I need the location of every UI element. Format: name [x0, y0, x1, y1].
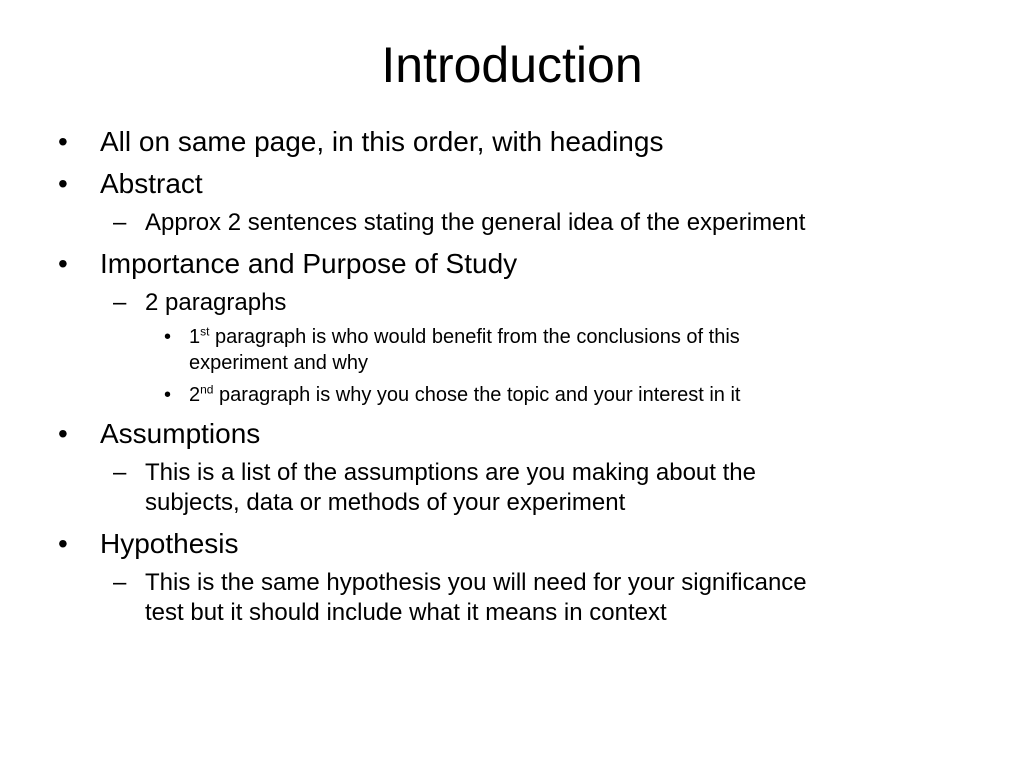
bullet-icon: •	[58, 126, 68, 157]
bullet-text: Assumptions	[100, 418, 261, 449]
bullet-text: Abstract	[100, 168, 203, 199]
ordinal-number: 2	[189, 384, 201, 406]
bullet-icon: •	[58, 418, 68, 449]
sub-bullet-item	[58, 288, 958, 318]
sub-bullet-item	[58, 458, 958, 518]
bullet-item	[58, 524, 958, 564]
dash-icon: –	[113, 569, 127, 596]
bullet-icon: •	[58, 528, 68, 559]
bullet-text: All on same page, in this order, with headings	[100, 126, 664, 157]
sub-bullet-text: This is the same hypothesis you will need for your significance	[145, 569, 807, 596]
sub-bullet-text: Approx 2 sentences stating the general idea of the experiment	[145, 209, 806, 236]
bullet-text: Hypothesis	[100, 528, 239, 559]
ordinal-number: 1	[189, 326, 201, 348]
sub-sub-bullet-item	[58, 324, 958, 376]
ordinal-suffix: st	[200, 324, 210, 339]
dash-icon: –	[113, 209, 127, 236]
bullet-text: Importance and Purpose of Study	[100, 248, 518, 279]
sub-bullet-continuation: test but it should include what it means in context	[145, 599, 667, 626]
sub-bullet-item	[58, 568, 958, 628]
bullet-item	[58, 244, 958, 284]
dash-icon: –	[113, 289, 127, 316]
slide-title: Introduction	[381, 37, 643, 93]
bullet-icon: •	[164, 326, 172, 348]
sub-sub-bullet-continuation: experiment and why	[189, 352, 368, 374]
bullet-item	[58, 414, 958, 454]
bullet-icon: •	[164, 384, 172, 406]
dash-icon: –	[113, 459, 127, 486]
sub-sub-bullet-text: paragraph is why you chose the topic and your interest in it	[213, 384, 741, 406]
bullet-item	[58, 164, 958, 204]
sub-bullet-item	[58, 208, 958, 238]
bullet-icon: •	[58, 168, 68, 199]
bullet-item	[58, 122, 958, 162]
sub-bullet-text: This is a list of the assumptions are you making about the	[145, 459, 756, 486]
sub-sub-bullet-item	[58, 382, 958, 408]
sub-bullet-text: 2 paragraphs	[145, 289, 287, 316]
slide-body	[58, 120, 958, 634]
sub-bullet-continuation: subjects, data or methods of your experiment	[145, 489, 626, 516]
ordinal-suffix: nd	[200, 382, 214, 397]
bullet-icon: •	[58, 248, 68, 279]
sub-sub-bullet-text: paragraph is who would benefit from the conclusions of this	[209, 326, 740, 348]
